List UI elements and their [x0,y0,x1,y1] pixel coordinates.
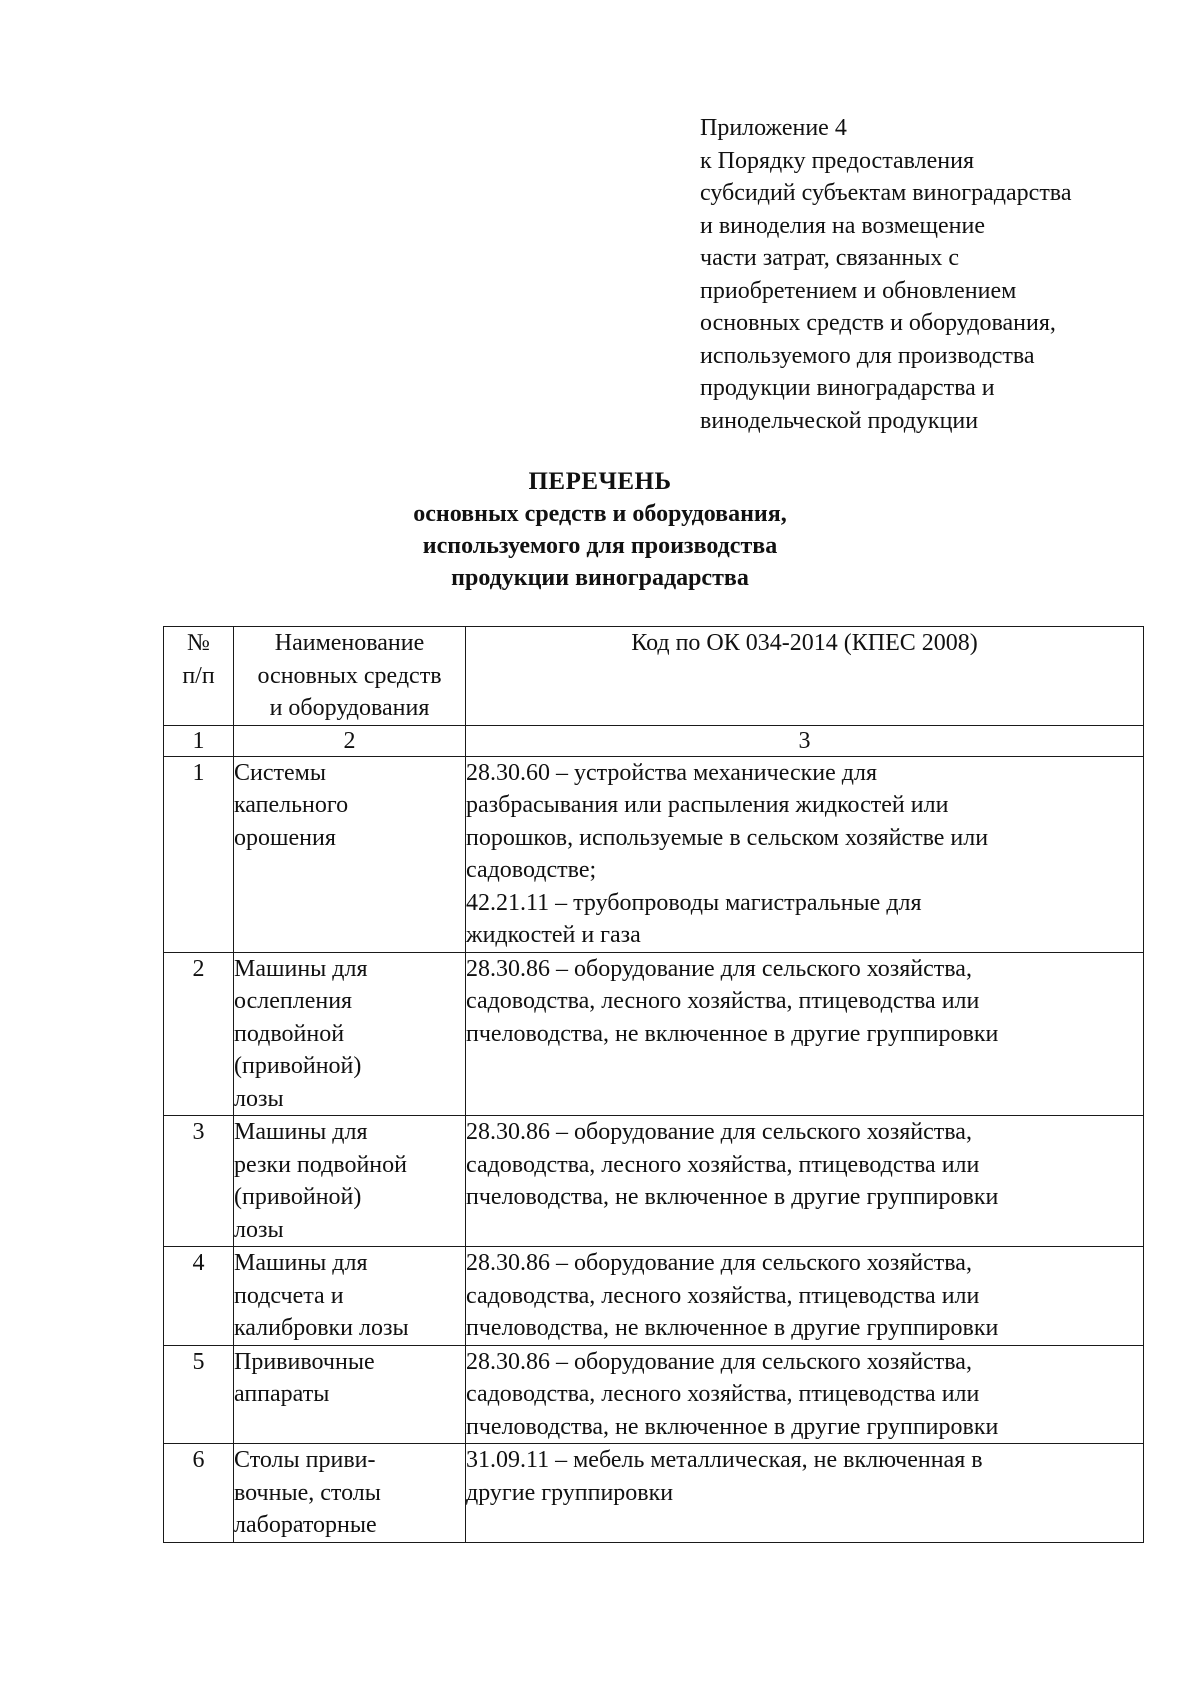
index-cell: 3 [466,725,1144,756]
appendix-line: к Порядку предоставления [700,147,975,174]
row-name: Машины для ослепления подвойной (привойной) лозы [234,952,466,1116]
equipment-table [163,626,1144,1543]
title-line: основных средств и оборудования, [413,501,787,527]
row-code: 28.30.86 – оборудование для сельского хозяйства, садоводства, лесного хозяйства, птицеводства или пчеловодства, не включенное в другие группировки [466,1116,1144,1247]
row-number: 1 [164,756,234,952]
table-header-row [164,627,1144,726]
row-name: Прививочные аппараты [234,1345,466,1444]
index-cell: 2 [234,725,466,756]
table-index-row [164,725,1144,756]
table-row [164,756,1144,952]
appendix-line: приобретением и обновлением [700,277,1017,304]
row-number: 4 [164,1247,234,1346]
appendix-line: Приложение 4 [700,115,847,141]
table-row [164,952,1144,1116]
title-line: продукции виноградарства [451,565,749,591]
appendix-line: субсидий субъектам виноградарства [700,180,1072,206]
row-number: 6 [164,1444,234,1543]
appendix-line: используемого для производства [700,342,1035,369]
appendix-line: части затрат, связанных с [700,245,960,271]
appendix-line: и виноделия на возмещение [700,212,986,239]
row-number: 2 [164,952,234,1116]
row-code: 28.30.86 – оборудование для сельского хозяйства, садоводства, лесного хозяйства, птицеводства или пчеловодства, не включенное в другие группировки [466,952,1144,1116]
table-row [164,1444,1144,1543]
row-name: Системы капельного орошения [234,756,466,952]
row-code: 28.30.60 – устройства механические для разбрасывания или распыления жидкостей или порошков, используемые в сельском хозяйстве или садоводстве; 42.21.11 – трубопроводы магистральные для жидкостей и газа [466,756,1144,952]
row-name: Машины для резки подвойной (привойной) лозы [234,1116,466,1247]
header-name: Наименование основных средств и оборудования [234,627,466,726]
table-row [164,1116,1144,1247]
row-code: 28.30.86 – оборудование для сельского хозяйства, садоводства, лесного хозяйства, птицеводства или пчеловодства, не включенное в другие группировки [466,1345,1144,1444]
header-code: Код по ОК 034-2014 (КПЕС 2008) [466,627,1144,726]
row-number: 3 [164,1116,234,1247]
appendix-header [700,112,1180,437]
appendix-line: винодельческой продукции [700,407,979,434]
header-number: № п/п [164,627,234,726]
index-cell: 1 [164,725,234,756]
document-title [0,466,1200,594]
row-code: 31.09.11 – мебель металлическая, не включенная в другие группировки [466,1444,1144,1543]
row-number: 5 [164,1345,234,1444]
appendix-line: основных средств и оборудования, [700,310,1056,336]
title-main: ПЕРЕЧЕНЬ [528,468,672,495]
row-code: 28.30.86 – оборудование для сельского хозяйства, садоводства, лесного хозяйства, птицеводства или пчеловодства, не включенное в другие группировки [466,1247,1144,1346]
table-row [164,1345,1144,1444]
row-name: Машины для подсчета и калибровки лозы [234,1247,466,1346]
row-name: Столы приви- вочные, столы лабораторные [234,1444,466,1543]
table-row [164,1247,1144,1346]
title-line: используемого для производства [422,533,778,559]
appendix-line: продукции виноградарства и [700,375,995,401]
